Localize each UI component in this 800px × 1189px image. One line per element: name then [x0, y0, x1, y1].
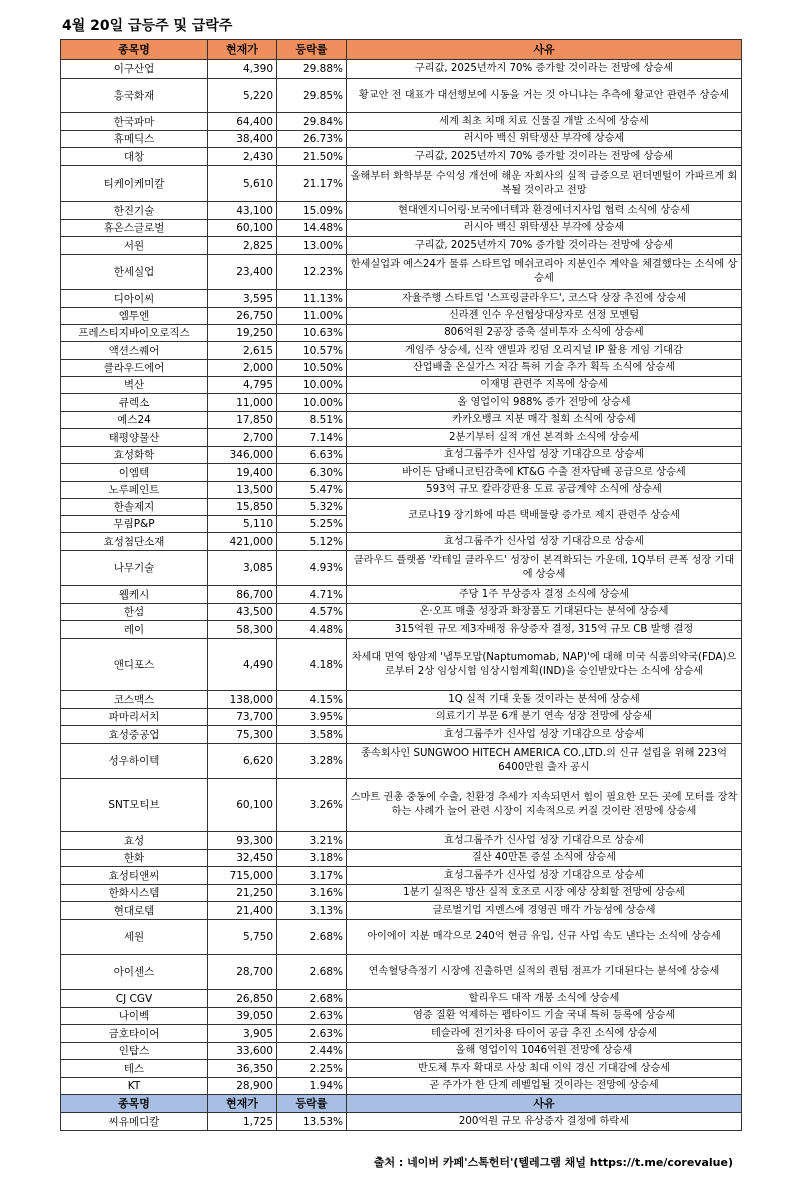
- change-cell: 4.93%: [277, 551, 347, 586]
- stock-name-cell: 서원: [61, 237, 208, 255]
- price-cell: 26,750: [208, 308, 277, 325]
- change-cell: 3.16%: [277, 885, 347, 902]
- price-cell: 19,400: [208, 464, 277, 482]
- reason-cell: 효성그룹주가 신사업 성장 기대감으로 상승세: [347, 832, 742, 850]
- change-cell: 29.88%: [277, 60, 347, 79]
- table-row: [61, 429, 742, 447]
- price-cell: 21,400: [208, 902, 277, 920]
- price-cell: 346,000: [208, 447, 277, 464]
- price-cell: 4,390: [208, 60, 277, 79]
- change-cell: 26.73%: [277, 131, 347, 148]
- reason-cell: 할리우드 대작 개봉 소식에 상승세: [347, 990, 742, 1008]
- stock-name-cell: 효성화학: [61, 447, 208, 464]
- price-cell: 2,000: [208, 360, 277, 377]
- change-cell: 10.00%: [277, 394, 347, 412]
- reason-cell: 테슬라에 전기차용 타이어 공급 추진 소식에 상승세: [347, 1025, 742, 1043]
- stock-name-cell: 나이벡: [61, 1008, 208, 1025]
- reason-cell: 러시아 백신 위탁생산 부각에 상승세: [347, 220, 742, 237]
- change-cell: 10.00%: [277, 377, 347, 394]
- table-row: [61, 60, 742, 79]
- reason-cell: 아이에이 지분 매각으로 240억 현금 유입, 신규 사업 속도 낸다는 소식에 상승세: [347, 920, 742, 955]
- change-cell: 2.68%: [277, 920, 347, 955]
- stock-name-cell: 한국파마: [61, 113, 208, 131]
- stock-name-cell: 한진기술: [61, 202, 208, 220]
- change-cell: 5.25%: [277, 516, 347, 533]
- change-cell: 11.13%: [277, 290, 347, 308]
- reason-cell: 구리값, 2025년까지 70% 증가할 것이라는 전망에 상승세: [347, 237, 742, 255]
- change-cell: 10.57%: [277, 342, 347, 360]
- change-cell: 4.71%: [277, 586, 347, 604]
- price-cell: 28,900: [208, 1078, 277, 1095]
- change-cell: 4.48%: [277, 621, 347, 639]
- stock-name-cell: 한세실업: [61, 255, 208, 290]
- change-cell: 29.84%: [277, 113, 347, 131]
- reason-cell: 200억원 규모 유상증자 결정에 하락세: [347, 1113, 742, 1131]
- reason-cell: 클라우드 플랫폼 '칵테일 클라우드' 성장이 본격화되는 가운데, 1Q부터 큰폭 성장 기대에 상승세: [347, 551, 742, 586]
- table-row: [61, 990, 742, 1008]
- stock-name-cell: 디아이씨: [61, 290, 208, 308]
- stock-table: [60, 39, 742, 1131]
- stock-name-cell: 한화시스템: [61, 885, 208, 902]
- stock-name-cell: 나무기술: [61, 551, 208, 586]
- stock-name-cell: 흥국화재: [61, 79, 208, 113]
- change-cell: 29.85%: [277, 79, 347, 113]
- stock-name-cell: 무림P&P: [61, 516, 208, 533]
- reason-cell: 한세실업과 예스24가 물류 스타트업 메쉬코리아 지분인수 계약을 체결했다는 소식에 상승세: [347, 255, 742, 290]
- stock-name-cell: 티케이케미칼: [61, 166, 208, 202]
- stock-name-cell: 효성첨단소재: [61, 533, 208, 551]
- reason-cell: 올 영업이익 988% 증가 전망에 상승세: [347, 394, 742, 412]
- price-cell: 17,850: [208, 412, 277, 429]
- reason-cell: 315억원 규모 제3자배정 유상증자 결정, 315억 규모 CB 발행 결정: [347, 621, 742, 639]
- header-change: 등락률: [277, 40, 347, 60]
- price-cell: 2,430: [208, 148, 277, 166]
- price-cell: 5,220: [208, 79, 277, 113]
- reason-cell: 효성그룹주가 신사업 성장 기대감으로 상승세: [347, 533, 742, 551]
- table-row: [61, 955, 742, 990]
- stock-name-cell: 한솔제지: [61, 499, 208, 516]
- price-cell: 3,905: [208, 1025, 277, 1043]
- falling-header-row: [61, 1095, 742, 1113]
- table-row: [61, 850, 742, 867]
- header-reason: 사유: [347, 40, 742, 60]
- stock-name-cell: 웹케시: [61, 586, 208, 604]
- rising-section: [61, 40, 742, 1095]
- table-row: [61, 1025, 742, 1043]
- reason-cell: 세계 최초 치매 치료 신물질 개발 소식에 상승세: [347, 113, 742, 131]
- change-cell: 10.63%: [277, 325, 347, 342]
- price-cell: 2,700: [208, 429, 277, 447]
- reason-cell: 황교안 전 대표가 대선행보에 시동을 거는 것 아니냐는 추측에 황교안 관련주 상승세: [347, 79, 742, 113]
- reason-cell: 글로벌기업 지멘스에 경영권 매각 가능성에 상승세: [347, 902, 742, 920]
- header-price: 현재가: [208, 1095, 277, 1113]
- stock-name-cell: 코스맥스: [61, 691, 208, 709]
- change-cell: 4.15%: [277, 691, 347, 709]
- table-row: [61, 1113, 742, 1131]
- change-cell: 3.18%: [277, 850, 347, 867]
- reason-cell: 연속혈당측정기 시장에 진출하면 실적의 퀀텀 점프가 기대된다는 분석에 상승세: [347, 955, 742, 990]
- price-cell: 11,000: [208, 394, 277, 412]
- change-cell: 21.17%: [277, 166, 347, 202]
- table-row: [61, 709, 742, 726]
- reason-cell: 1분기 실적은 방산 실적 호조로 시장 예상 상회할 전망에 상승세: [347, 885, 742, 902]
- reason-cell: 현대엔지니어링·보국에너텍과 환경에너지사업 협력 소식에 상승세: [347, 202, 742, 220]
- price-cell: 3,595: [208, 290, 277, 308]
- table-row: [61, 113, 742, 131]
- price-cell: 33,600: [208, 1043, 277, 1060]
- table-row: [61, 79, 742, 113]
- header-name: 종목명: [61, 40, 208, 60]
- price-cell: 60,100: [208, 779, 277, 832]
- price-cell: 19,250: [208, 325, 277, 342]
- change-cell: 11.00%: [277, 308, 347, 325]
- stock-name-cell: 현대로템: [61, 902, 208, 920]
- change-cell: 3.95%: [277, 709, 347, 726]
- stock-name-cell: 세원: [61, 920, 208, 955]
- change-cell: 2.63%: [277, 1025, 347, 1043]
- page-title: 4월 20일 급등주 및 급락주: [62, 18, 233, 34]
- reason-cell: 의료기기 부문 6개 분기 연속 성장 전망에 상승세: [347, 709, 742, 726]
- change-cell: 13.53%: [277, 1113, 347, 1131]
- table-row: [61, 832, 742, 850]
- table-row: [61, 1060, 742, 1078]
- table-row: [61, 1008, 742, 1025]
- change-cell: 12.23%: [277, 255, 347, 290]
- table-row: [61, 131, 742, 148]
- reason-cell: 2분기부터 실적 개선 본격화 소식에 상승세: [347, 429, 742, 447]
- change-cell: 15.09%: [277, 202, 347, 220]
- table-row: [61, 166, 742, 202]
- header-price: 현재가: [208, 40, 277, 60]
- reason-cell: 코로나19 장기화에 따른 택배물량 증가로 제지 관련주 상승세: [347, 499, 742, 533]
- price-cell: 39,050: [208, 1008, 277, 1025]
- table-row: [61, 533, 742, 551]
- table-row: [61, 308, 742, 325]
- stock-name-cell: 프레스티지바이오로직스: [61, 325, 208, 342]
- table-row: [61, 920, 742, 955]
- stock-name-cell: 효성중공업: [61, 726, 208, 744]
- change-cell: 2.68%: [277, 990, 347, 1008]
- change-cell: 3.13%: [277, 902, 347, 920]
- change-cell: 2.63%: [277, 1008, 347, 1025]
- change-cell: 6.63%: [277, 447, 347, 464]
- stock-name-cell: 큐렉소: [61, 394, 208, 412]
- stock-name-cell: 예스24: [61, 412, 208, 429]
- stock-name-cell: 효성티앤씨: [61, 867, 208, 885]
- reason-cell: 효성그룹주가 신사업 성장 기대감으로 상승세: [347, 867, 742, 885]
- header-name: 종목명: [61, 1095, 208, 1113]
- table-row: [61, 902, 742, 920]
- price-cell: 64,400: [208, 113, 277, 131]
- stock-name-cell: 이구산업: [61, 60, 208, 79]
- price-cell: 2,615: [208, 342, 277, 360]
- price-cell: 73,700: [208, 709, 277, 726]
- price-cell: 93,300: [208, 832, 277, 850]
- change-cell: 13.00%: [277, 237, 347, 255]
- stock-name-cell: CJ CGV: [61, 990, 208, 1008]
- reason-cell: 게임주 상승세, 신작 앤빌과 킹덤 오리지널 IP 활용 게임 기대감: [347, 342, 742, 360]
- stock-name-cell: 한섬: [61, 604, 208, 621]
- stock-name-cell: 클라우드에어: [61, 360, 208, 377]
- stock-name-cell: 인탑스: [61, 1043, 208, 1060]
- price-cell: 13,500: [208, 482, 277, 499]
- change-cell: 2.25%: [277, 1060, 347, 1078]
- table-row: [61, 499, 742, 516]
- reason-cell: 카카오뱅크 지분 매각 철회 소식에 상승세: [347, 412, 742, 429]
- price-cell: 4,795: [208, 377, 277, 394]
- header-change: 등락률: [277, 1095, 347, 1113]
- stock-name-cell: 아이센스: [61, 955, 208, 990]
- price-cell: 5,610: [208, 166, 277, 202]
- table-row: [61, 744, 742, 779]
- change-cell: 3.17%: [277, 867, 347, 885]
- stock-name-cell: 대창: [61, 148, 208, 166]
- reason-cell: 종속회사인 SUNGWOO HITECH AMERICA CO.,LTD.의 신규 설립을 위해 223억6400만원 출자 공시: [347, 744, 742, 779]
- stock-name-cell: 휴온스글로벌: [61, 220, 208, 237]
- price-cell: 138,000: [208, 691, 277, 709]
- change-cell: 14.48%: [277, 220, 347, 237]
- table-row: [61, 220, 742, 237]
- source-note: 출처 : 네이버 카페'스톡헌터'(텔레그램 채널 https://t.me/corevalue): [373, 1156, 733, 1169]
- reason-cell: 효성그룹주가 신사업 성장 기대감으로 상승세: [347, 447, 742, 464]
- table-row: [61, 604, 742, 621]
- reason-cell: 러시아 백신 위탁생산 부각에 상승세: [347, 131, 742, 148]
- reason-cell: 이재명 관련주 지목에 상승세: [347, 377, 742, 394]
- table-row: [61, 482, 742, 499]
- stock-name-cell: SNT모티브: [61, 779, 208, 832]
- price-cell: 1,725: [208, 1113, 277, 1131]
- reason-cell: 1Q 실적 기대 웃돌 것이라는 분석에 상승세: [347, 691, 742, 709]
- reason-cell: 염증 질환 억제하는 펩타이드 기술 국내 특허 등록에 상승세: [347, 1008, 742, 1025]
- change-cell: 21.50%: [277, 148, 347, 166]
- table-row: [61, 867, 742, 885]
- price-cell: 15,850: [208, 499, 277, 516]
- table-row: [61, 447, 742, 464]
- price-cell: 4,490: [208, 639, 277, 691]
- table-row: [61, 360, 742, 377]
- reason-cell: 온·오프 매출 성장과 화장품도 기대된다는 분석에 상승세: [347, 604, 742, 621]
- reason-cell: 곧 주가가 한 단계 레벨업될 것이라는 전망에 상승세: [347, 1078, 742, 1095]
- table-row: [61, 412, 742, 429]
- change-cell: 3.26%: [277, 779, 347, 832]
- reason-cell: 올해부터 화학부문 수익성 개선에 해운 자회사의 실적 급증으로 펀더멘털이 가파르게 회복될 것이라고 전망: [347, 166, 742, 202]
- stock-name-cell: 금호타이어: [61, 1025, 208, 1043]
- price-cell: 23,400: [208, 255, 277, 290]
- price-cell: 2,825: [208, 237, 277, 255]
- reason-cell: 구리값, 2025년까지 70% 증가할 것이라는 전망에 상승세: [347, 148, 742, 166]
- table-row: [61, 202, 742, 220]
- change-cell: 4.57%: [277, 604, 347, 621]
- reason-cell: 주당 1주 무상증자 결정 소식에 상승세: [347, 586, 742, 604]
- table-row: [61, 885, 742, 902]
- reason-cell: 질산 40만톤 증설 소식에 상승세: [347, 850, 742, 867]
- change-cell: 5.12%: [277, 533, 347, 551]
- price-cell: 26,850: [208, 990, 277, 1008]
- reason-cell: 바이든 담배니코틴감축에 KT&G 수출 전자담배 공급으로 상승세: [347, 464, 742, 482]
- change-cell: 2.68%: [277, 955, 347, 990]
- stock-name-cell: 파마리서치: [61, 709, 208, 726]
- header-reason: 사유: [347, 1095, 742, 1113]
- change-cell: 1.94%: [277, 1078, 347, 1095]
- reason-cell: 효성그룹주가 신사업 성장 기대감으로 상승세: [347, 726, 742, 744]
- price-cell: 421,000: [208, 533, 277, 551]
- table-row: [61, 325, 742, 342]
- table-row: [61, 779, 742, 832]
- change-cell: 5.47%: [277, 482, 347, 499]
- table-row: [61, 394, 742, 412]
- table-row: [61, 1043, 742, 1060]
- price-cell: 715,000: [208, 867, 277, 885]
- rising-header-row: [61, 40, 742, 60]
- reason-cell: 신라젠 인수 우선협상대상자로 선정 모멘텀: [347, 308, 742, 325]
- table-row: [61, 691, 742, 709]
- stock-name-cell: 액션스퀘어: [61, 342, 208, 360]
- table-row: [61, 148, 742, 166]
- price-cell: 43,500: [208, 604, 277, 621]
- price-cell: 36,350: [208, 1060, 277, 1078]
- price-cell: 21,250: [208, 885, 277, 902]
- table-row: [61, 342, 742, 360]
- price-cell: 28,700: [208, 955, 277, 990]
- stock-name-cell: 한화: [61, 850, 208, 867]
- change-cell: 5.32%: [277, 499, 347, 516]
- reason-cell: 올해 영업이익 1046억원 전망에 상승세: [347, 1043, 742, 1060]
- price-cell: 60,100: [208, 220, 277, 237]
- stock-name-cell: 성우하이텍: [61, 744, 208, 779]
- stock-name-cell: 테스: [61, 1060, 208, 1078]
- stock-name-cell: 휴메딕스: [61, 131, 208, 148]
- reason-cell: 806억원 2공장 증축 설비투자 소식에 상승세: [347, 325, 742, 342]
- stock-name-cell: KT: [61, 1078, 208, 1095]
- table-row: [61, 290, 742, 308]
- price-cell: 86,700: [208, 586, 277, 604]
- reason-cell: 593억 규모 칼라강판용 도료 공급계약 소식에 상승세: [347, 482, 742, 499]
- change-cell: 8.51%: [277, 412, 347, 429]
- table-row: [61, 377, 742, 394]
- price-cell: 32,450: [208, 850, 277, 867]
- reason-cell: 자율주행 스타트업 '스프링클라우드', 코스닥 상장 추진에 상승세: [347, 290, 742, 308]
- change-cell: 3.21%: [277, 832, 347, 850]
- table-row: [61, 255, 742, 290]
- price-cell: 3,085: [208, 551, 277, 586]
- price-cell: 75,300: [208, 726, 277, 744]
- falling-section: [61, 1095, 742, 1131]
- stock-name-cell: 태평양물산: [61, 429, 208, 447]
- reason-cell: 구리값, 2025년까지 70% 증가할 것이라는 전망에 상승세: [347, 60, 742, 79]
- price-cell: 43,100: [208, 202, 277, 220]
- stock-name-cell: 앤디포스: [61, 639, 208, 691]
- change-cell: 4.18%: [277, 639, 347, 691]
- stock-name-cell: 이엠텍: [61, 464, 208, 482]
- change-cell: 6.30%: [277, 464, 347, 482]
- table-row: [61, 1078, 742, 1095]
- stock-name-cell: 벽산: [61, 377, 208, 394]
- table-row: [61, 639, 742, 691]
- table-row: [61, 464, 742, 482]
- reason-cell: 스마트 권총 중동에 수출, 친환경 추세가 지속되면서 힘이 필요한 모든 곳에 모터를 장착하는 사례가 늘어 관련 시장이 지속적으로 커질 것이란 전망에 상승세: [347, 779, 742, 832]
- reason-cell: 반도체 투자 확대로 사상 최대 이익 경신 기대감에 상승세: [347, 1060, 742, 1078]
- stock-name-cell: 엠투엔: [61, 308, 208, 325]
- table-row: [61, 551, 742, 586]
- stock-name-cell: 씨유메디칼: [61, 1113, 208, 1131]
- table-row: [61, 237, 742, 255]
- price-cell: 5,750: [208, 920, 277, 955]
- stock-name-cell: 효성: [61, 832, 208, 850]
- stock-name-cell: 노루페인트: [61, 482, 208, 499]
- change-cell: 2.44%: [277, 1043, 347, 1060]
- change-cell: 10.50%: [277, 360, 347, 377]
- table-row: [61, 726, 742, 744]
- stock-name-cell: 레이: [61, 621, 208, 639]
- change-cell: 3.58%: [277, 726, 347, 744]
- table-row: [61, 621, 742, 639]
- reason-cell: 산업배출 온실가스 저감 특허 기술 추가 획득 소식에 상승세: [347, 360, 742, 377]
- price-cell: 5,110: [208, 516, 277, 533]
- table-row: [61, 586, 742, 604]
- change-cell: 7.14%: [277, 429, 347, 447]
- change-cell: 3.28%: [277, 744, 347, 779]
- price-cell: 6,620: [208, 744, 277, 779]
- reason-cell: 차세대 면역 항암제 '냅투모맙(Naptumomab, NAP)'에 대해 미국 식품의약국(FDA)으로부터 2상 임상시험 임상시험계획(IND)을 승인받았다는 소식에 상승세: [347, 639, 742, 691]
- price-cell: 38,400: [208, 131, 277, 148]
- price-cell: 58,300: [208, 621, 277, 639]
